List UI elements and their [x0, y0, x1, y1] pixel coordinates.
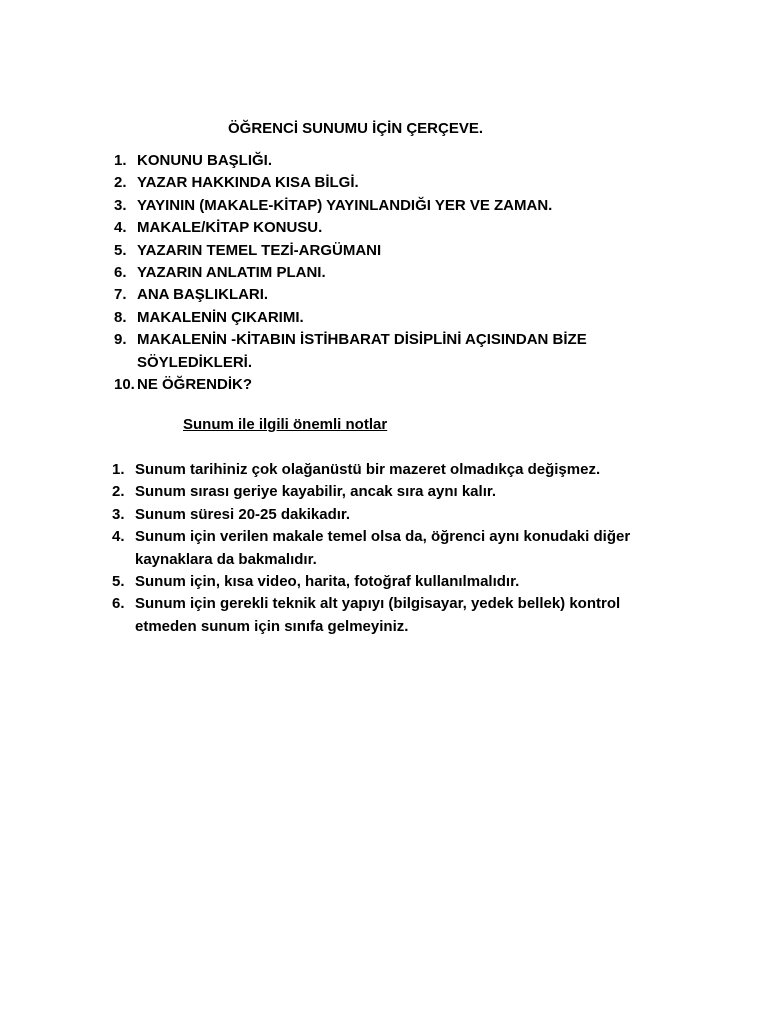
list-number: 10.	[114, 376, 135, 394]
list-number: 9.	[114, 331, 127, 349]
list-item-text: ANA BAŞLIKLARI.	[137, 286, 269, 304]
list-item-text: YAYININ (MAKALE-KİTAP) YAYINLANDIĞI YER VE ZAMAN.	[137, 196, 553, 214]
list-item-text: MAKALENİN -KİTABIN İSTİHBARAT DİSİPLİNİ AÇISINDAN BİZE SÖYLEDİKLERİ.	[137, 331, 587, 371]
list-item-text: YAZARIN ANLATIM PLANI.	[137, 264, 326, 282]
notes-list-item	[112, 593, 672, 638]
notes-list-item	[112, 481, 672, 503]
notes-list-item	[112, 504, 672, 526]
list-number: 4.	[114, 219, 127, 237]
framework-list-item	[114, 195, 634, 217]
list-number: 6.	[114, 264, 127, 282]
list-item-text: NE ÖĞRENDİK?	[137, 376, 253, 394]
list-item-text: YAZAR HAKKINDA KISA BİLGİ.	[137, 174, 359, 192]
notes-list	[112, 459, 672, 638]
notes-heading: Sunum ile ilgili önemli notlar	[183, 416, 388, 433]
list-number: 2.	[114, 174, 127, 192]
list-item-text: Sunum için verilen makale temel olsa da, öğrenci aynı konudaki diğer kaynaklara da bakmalıdır.	[135, 528, 631, 568]
notes-list-item	[112, 571, 672, 593]
framework-list-item	[114, 150, 634, 172]
framework-list-item	[114, 217, 634, 239]
framework-list-item	[114, 307, 634, 329]
framework-list-item	[114, 240, 634, 262]
notes-list-item	[112, 459, 672, 481]
framework-list-item	[114, 284, 634, 306]
framework-list-item	[114, 329, 634, 374]
list-number: 7.	[114, 286, 127, 304]
list-item-text: Sunum tarihiniz çok olağanüstü bir mazeret olmadıkça değişmez.	[135, 461, 601, 478]
list-item-text: Sunum için, kısa video, harita, fotoğraf kullanılmalıdır.	[135, 573, 520, 591]
list-number: 4.	[112, 528, 125, 546]
list-number: 5.	[114, 241, 127, 259]
list-item-text: Sunum sırası geriye kayabilir, ancak sıra aynı kalır.	[135, 483, 497, 501]
list-number: 2.	[112, 483, 125, 501]
framework-list-item	[114, 172, 634, 194]
framework-list-item	[114, 374, 634, 396]
list-number: 8.	[114, 308, 127, 326]
list-item-text: KONUNU BAŞLIĞI.	[137, 152, 272, 169]
list-item-text: Sunum süresi 20-25 dakikadır.	[135, 505, 351, 523]
list-number: 3.	[114, 196, 127, 214]
framework-list-item	[114, 262, 634, 284]
notes-list-item	[112, 526, 672, 571]
list-number: 1.	[112, 461, 125, 478]
document-title: ÖĞRENCİ SUNUMU İÇİN ÇERÇEVE.	[228, 120, 484, 137]
list-number: 6.	[112, 595, 125, 613]
list-item-text: YAZARIN TEMEL TEZİ-ARGÜMANI	[137, 241, 382, 259]
list-number: 3.	[112, 505, 125, 523]
list-number: 1.	[114, 152, 127, 169]
framework-list	[114, 150, 634, 396]
list-item-text: MAKALENİN ÇIKARIMI.	[137, 308, 304, 326]
list-item-text: Sunum için gerekli teknik alt yapıyı (bilgisayar, yedek bellek) kontrol etmeden sunum için sınıfa gelmeyiniz.	[135, 595, 621, 635]
list-number: 5.	[112, 573, 125, 591]
list-item-text: MAKALE/KİTAP KONUSU.	[137, 219, 323, 237]
